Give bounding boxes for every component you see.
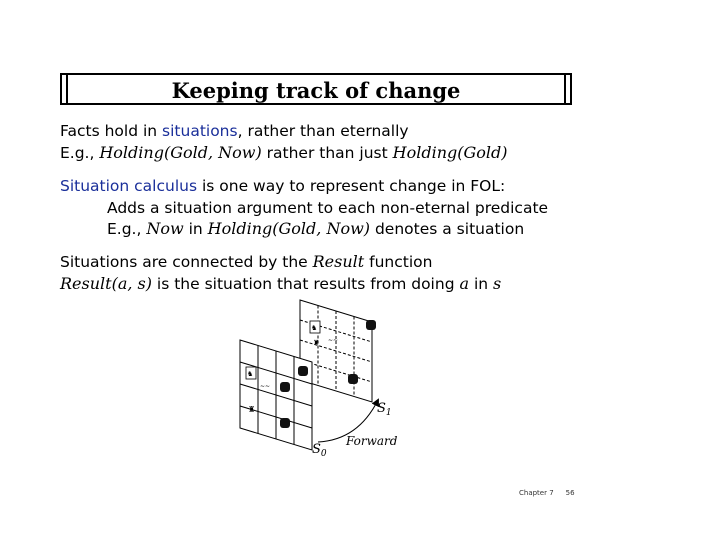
text: Facts hold in xyxy=(60,122,163,140)
math-expr: Result(a, s) xyxy=(60,274,152,293)
adds-argument-line: Adds a situation argument to each non-eternal predicate xyxy=(107,199,549,217)
text: is the situation that results from doing xyxy=(151,275,460,293)
svg-text:♞: ♞ xyxy=(311,324,318,332)
label-forward: Forward xyxy=(346,434,398,448)
stench-mark: ~~ xyxy=(260,383,271,390)
text: rather than just xyxy=(261,144,393,162)
math-expr: a xyxy=(459,274,470,293)
math-expr: Result xyxy=(312,252,365,271)
text: E.g., xyxy=(107,220,147,238)
svg-text:♜: ♜ xyxy=(248,405,256,414)
text: denotes a situation xyxy=(370,220,525,238)
math-expr: Now xyxy=(146,219,184,238)
footer-page: 56 xyxy=(565,489,575,497)
svg-text:♜: ♜ xyxy=(313,339,320,347)
footer xyxy=(519,489,587,497)
situations-term: situations xyxy=(162,122,238,140)
math-expr: Holding(Gold, Now) xyxy=(207,219,371,238)
slide-title: Keeping track of change xyxy=(171,78,461,103)
math-expr: s xyxy=(493,274,502,293)
text: E.g., xyxy=(60,144,100,162)
facts-line xyxy=(60,121,409,141)
situation-calculus-term: Situation calculus xyxy=(60,177,198,195)
math-expr: Holding(Gold) xyxy=(392,143,508,162)
result-function-line xyxy=(60,252,432,272)
text: in xyxy=(469,275,493,293)
footer-chapter: Chapter 7 xyxy=(519,489,554,497)
situation-diagram xyxy=(230,290,430,470)
text: Situations are connected by the xyxy=(60,253,313,271)
text: is one way to represent change in FOL: xyxy=(197,177,506,195)
situation-calculus-line xyxy=(60,176,505,196)
text: in xyxy=(183,220,208,238)
stench-mark: ~~ xyxy=(328,337,339,344)
example-line-1 xyxy=(60,143,508,163)
title-box xyxy=(60,73,572,105)
label-s1: $S_1$ xyxy=(377,401,392,418)
math-expr: Holding(Gold, Now) xyxy=(99,143,262,162)
text: , rather than eternally xyxy=(237,122,409,140)
label-s0: $S_0$ xyxy=(312,442,327,459)
svg-text:♞: ♞ xyxy=(247,370,254,378)
example-line-2 xyxy=(107,219,524,239)
text: function xyxy=(364,253,433,271)
